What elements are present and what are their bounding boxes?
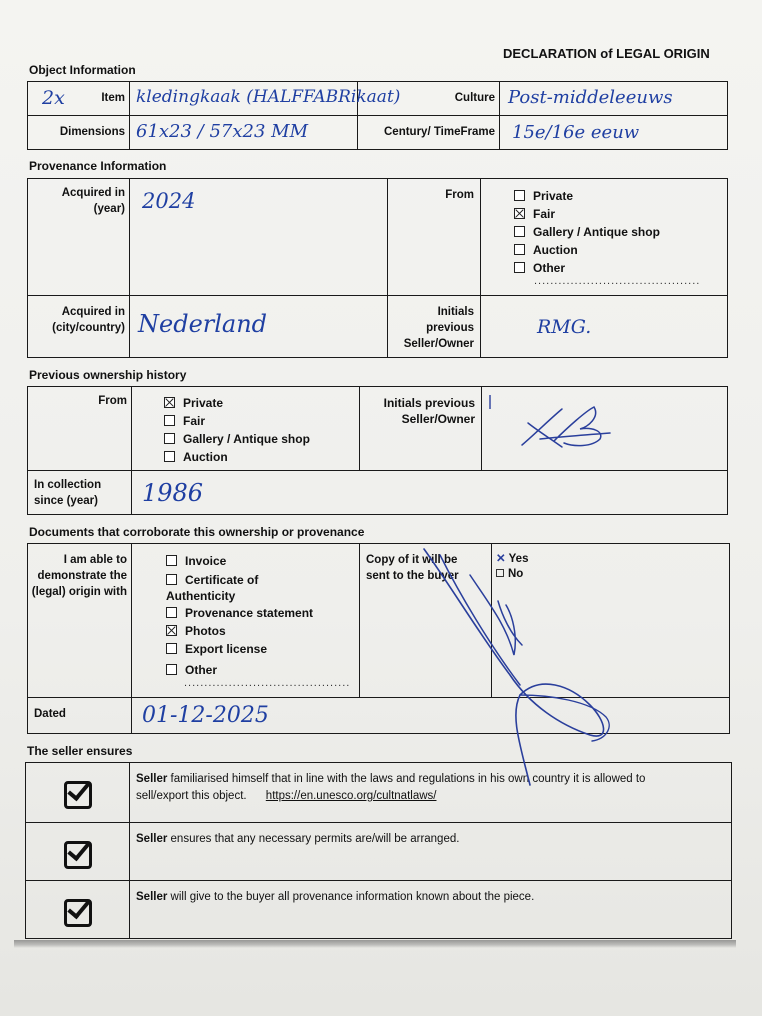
section-documents-heading: Documents that corroborate this ownership or provenance [29, 525, 365, 539]
century-label: Century/ TimeFrame [384, 126, 495, 138]
checkmark-box-icon [64, 781, 92, 809]
seller-check-cell-3 [26, 881, 130, 939]
able-label-cell [28, 544, 132, 698]
dimensions-label-cell [28, 116, 130, 150]
checkbox-icon[interactable] [514, 262, 525, 273]
prov-option-other[interactable]: Other [514, 259, 700, 277]
since-label: In collection since (year) [34, 479, 102, 507]
acquired-year-label-cell [28, 179, 130, 296]
seller-table [25, 762, 732, 939]
doc-option-invoice[interactable]: Invoice [166, 552, 350, 570]
doc-option-photos[interactable]: Photos [166, 622, 350, 640]
seller-text-cell-1 [130, 763, 732, 823]
signature-initials-scribble [488, 393, 628, 463]
acquired-place-value-cell[interactable] [130, 296, 388, 358]
culture-label: Culture [454, 92, 495, 104]
provenance-from-label: From [445, 189, 474, 201]
dimensions-label: Dimensions [59, 126, 125, 138]
checkbox-icon[interactable] [514, 190, 525, 201]
copy-option-yes[interactable]: ✕ Yes [496, 553, 529, 565]
seller-check-cell-1 [26, 763, 130, 823]
checkbox-icon[interactable] [164, 433, 175, 444]
paper-edge-shadow [14, 940, 736, 948]
checkbox-icon[interactable] [166, 643, 177, 654]
history-initials-value-cell[interactable] [482, 387, 728, 471]
copy-label: Copy of it will be sent to the buyer [366, 554, 459, 582]
section-history-heading: Previous ownership history [29, 368, 187, 382]
century-value-cell[interactable] [500, 116, 728, 150]
century-value: 15e/16e eeuw [512, 122, 640, 143]
checkbox-icon[interactable] [496, 569, 504, 577]
dated-label-cell [28, 698, 132, 734]
seller-statement-3: Seller will give to the buyer all provenance information known about the piece. [136, 891, 535, 903]
checkbox-icon[interactable] [166, 607, 177, 618]
checkbox-icon[interactable] [166, 664, 177, 675]
doc-option-provenance[interactable]: Provenance statement [166, 604, 350, 622]
history-initials-label: Initials previous Seller/Owner [383, 396, 475, 426]
dated-label: Dated [34, 708, 66, 720]
unesco-link[interactable]: https://en.unesco.org/cultnatlaws/ [265, 790, 437, 802]
prov-option-auction[interactable]: Auction [514, 241, 700, 259]
doc-option-export[interactable]: Export license [166, 640, 350, 658]
hist-option-fair[interactable]: Fair [164, 412, 310, 430]
since-value: 1986 [142, 479, 204, 507]
century-label-cell [358, 116, 500, 150]
checkbox-icon[interactable] [164, 415, 175, 426]
since-label-cell [28, 471, 132, 515]
seller-statement-2: Seller ensures that any necessary permits are/will be arranged. [136, 833, 460, 845]
section-provenance-heading: Provenance Information [29, 159, 167, 173]
hist-option-gallery[interactable]: Gallery / Antique shop [164, 430, 310, 448]
section-object-heading: Object Information [29, 63, 136, 77]
checkmark-box-icon [64, 899, 92, 927]
acquired-place-label-cell [28, 296, 130, 358]
since-value-cell[interactable] [132, 471, 728, 515]
prov-initials-label-cell [388, 296, 481, 358]
quantity-value: 2x [42, 87, 65, 109]
seller-check-cell-2 [26, 823, 130, 881]
checkbox-icon[interactable] [166, 555, 177, 566]
item-value: kledingkaak (HALFFABRikaat) [136, 87, 401, 107]
dated-value-cell[interactable] [132, 698, 730, 734]
documents-options-cell [132, 544, 360, 698]
document-title: DECLARATION of LEGAL ORIGIN [503, 46, 710, 61]
seller-statement-1: Seller familiarised himself that in line with the laws and regulations in his own country it is allowed to sell/export this object. https://en.unesco.org/cultnatlaws/ [136, 773, 646, 802]
history-table [27, 386, 728, 515]
qty-item-cell [28, 82, 130, 116]
checked-checkbox-icon[interactable] [164, 397, 175, 408]
acquired-year-label: Acquired in (year) [61, 187, 125, 215]
dimensions-value-cell[interactable] [130, 116, 358, 150]
checkbox-icon[interactable] [164, 451, 175, 462]
object-info-table [27, 81, 728, 150]
hist-option-auction[interactable]: Auction [164, 448, 310, 466]
acquired-year-value: 2024 [142, 189, 196, 213]
dimensions-value: 61x23 / 57x23 MM [136, 121, 309, 142]
acquired-place-label: Acquired in (city/country) [52, 306, 125, 334]
copy-options-cell [492, 544, 730, 698]
prov-initials-label: Initials previous Seller/Owner [403, 306, 474, 350]
doc-other-dotted-line: ......................................... [184, 677, 351, 689]
seller-text-cell-3 [130, 881, 732, 939]
prov-initials-value-cell[interactable] [481, 296, 728, 358]
checked-checkbox-icon[interactable] [166, 625, 177, 636]
prov-option-fair[interactable]: Fair [514, 205, 700, 223]
culture-value: Post-middeleeuws [508, 87, 673, 108]
history-from-label: From [98, 395, 127, 407]
doc-option-certificate[interactable]: Certificate of Authenticity [166, 573, 259, 603]
from-label-cell [388, 179, 481, 296]
prov-initials-value: RMG. [537, 316, 592, 338]
other-dotted-line: ......................................... [534, 275, 701, 287]
checkbox-icon[interactable] [166, 574, 177, 585]
acquired-year-value-cell[interactable] [130, 179, 388, 296]
culture-value-cell[interactable] [500, 82, 728, 116]
item-value-cell[interactable] [130, 82, 401, 116]
provenance-options-cell [481, 179, 728, 296]
culture-label-cell [358, 82, 500, 116]
checkbox-icon[interactable] [514, 226, 525, 237]
checkmark-box-icon [64, 841, 92, 869]
doc-option-other[interactable]: Other [166, 661, 350, 679]
history-initials-label-cell [360, 387, 482, 471]
history-options-cell [132, 387, 360, 471]
dated-value: 01-12-2025 [142, 703, 269, 728]
copy-label-cell [360, 544, 492, 698]
history-from-label-cell [28, 387, 132, 471]
cross-mark-icon: ✕ [496, 553, 506, 565]
checkbox-icon[interactable] [514, 244, 525, 255]
seller-text-cell-2 [130, 823, 732, 881]
checked-checkbox-icon[interactable] [514, 208, 525, 219]
acquired-place-value: Nederland [138, 310, 268, 338]
prov-option-gallery[interactable]: Gallery / Antique shop [514, 223, 700, 241]
documents-table [27, 543, 730, 734]
prov-option-private[interactable]: Private [514, 187, 700, 205]
able-label: I am able to demonstrate the (legal) origin with [31, 554, 127, 598]
item-label: Item [101, 92, 125, 104]
hist-option-private[interactable]: Private [164, 394, 310, 412]
copy-option-no[interactable]: No [496, 567, 528, 582]
provenance-table [27, 178, 728, 358]
section-seller-heading: The seller ensures [27, 744, 133, 758]
